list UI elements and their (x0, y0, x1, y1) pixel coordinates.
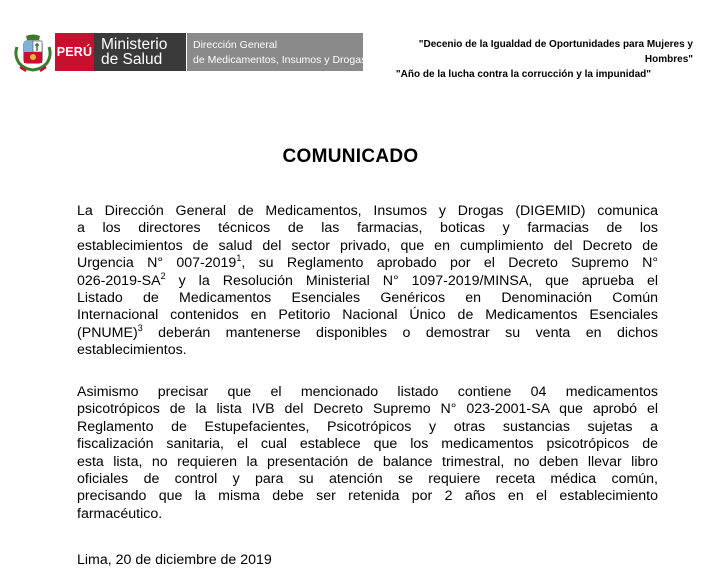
directorate-line1: Dirección General (193, 39, 278, 51)
place-and-date: Lima, 20 de diciembre de 2019 (77, 552, 272, 568)
text-line: establecimientos de salud del sector privado, que en cumplimiento del Decreto de (77, 237, 658, 254)
text-line: fiscalización sanitaria, el cual establece que los medicamentos psicotrópicos de (77, 436, 658, 453)
peru-label: PERÚ (55, 33, 94, 71)
text-line: $026-2019-SA^2$ y la Resolución Ministerial N° 1097-2019/MINSA, que aprueba el (77, 270, 658, 289)
footnote-3: 3 (137, 322, 143, 333)
ministry-line1: Ministerio (101, 36, 168, 53)
decree-motto (373, 37, 693, 82)
document-title: COMUNICADO (282, 146, 419, 167)
text-line: Internacional contenidos en Petitorio Nacional Único de Medicamentos Esenciales (77, 307, 658, 324)
text-line: oficiales de control y para su atención se requiere receta médica común, (77, 471, 658, 488)
letterhead (0, 0, 701, 90)
text-line: farmacéutico. (77, 505, 163, 522)
text-line: precisando que la misma debe ser retenida por 2 años en el establecimiento (77, 488, 658, 505)
ministry-line2: de Salud (101, 51, 163, 68)
text-line: psicotrópicos de la lista IVB del Decreto Supremo N° 023-2001-SA que aprobó el (77, 401, 658, 418)
decree-line1: "Decenio de la Igualdad de Oportunidades para Mujeres y Hombres" (418, 39, 693, 65)
decree-line2: "Año de la lucha contra la corrucción y la impunidad" (395, 69, 651, 80)
text-line: Asimismo precisar que el mencionado listado contiene 04 medicamentos (77, 384, 658, 400)
footnote-2: 2 (160, 270, 166, 281)
text-line: La Dirección General de Medicamentos, Insumos y Drogas (DIGEMID) comunica (77, 203, 658, 219)
text-line: establecimientos. (77, 342, 187, 359)
directorate-label (187, 33, 367, 71)
paragraph-2 (77, 384, 658, 523)
footnote-1: 1 (236, 253, 242, 264)
ministry-label (94, 33, 186, 71)
peru-coat-of-arms-icon (14, 33, 52, 73)
text-line: (PNUME)$^3$ deberán mantenerse disponibles o demostrar su venta en dichos (77, 322, 658, 341)
paragraph-1 (77, 203, 658, 360)
text-line: Urgencia N° 007-2019$^1$, su Reglamento aprobado por el Decreto Supremo N° (77, 253, 658, 272)
text-line: a los directores técnicos de las farmacias, boticas y farmacias de los (77, 220, 658, 237)
text-line: Reglamento de Estupefacientes, Psicotrópicos y otras sustancias sujetas a (77, 418, 658, 435)
text-line: Listado de Medicamentos Esenciales Genéricos en Denominación Común (77, 290, 658, 307)
directorate-line2: de Medicamentos, Insumos y Drogas (193, 54, 367, 66)
text-line: esta lista, no requieren la presentación de balance trimestral, no deben llevar libro (77, 453, 658, 470)
